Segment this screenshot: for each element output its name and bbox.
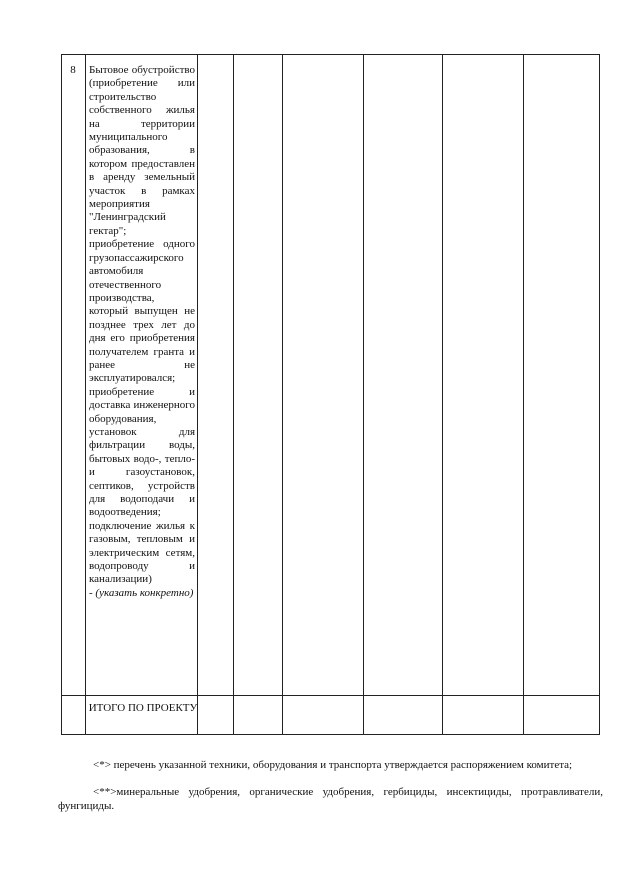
column-divider xyxy=(442,55,443,734)
description-paragraph: приобретение и доставка инженерного оборудования, установок для фильтрации воды, бытовых водо-, тепло- и газоустановок, септиков, устройств для водоподачи и водоотведения; xyxy=(89,385,195,519)
column-divider xyxy=(197,55,198,734)
column-divider xyxy=(233,55,234,734)
total-row-label: ИТОГО ПО ПРОЕКТУ xyxy=(88,702,198,714)
footnote-2: <**>минеральные удобрения, органические удобрения, гербициды, инсектициды, протравливатели, фунгициды. xyxy=(58,786,603,812)
row-description xyxy=(89,64,195,600)
description-tail: - (указать конкретно) xyxy=(89,586,194,599)
column-divider xyxy=(523,55,524,734)
description-paragraph: Бытовое обустройство (приобретение или строительство собственного жилья на территории муниципального образования, в котором предоставлен в аренду земельный участок в рамках мероприятия "Ленинградский гектар"; xyxy=(89,64,195,237)
description-paragraph: приобретение одного грузопассажирского автомобиля отечественного производства, который выпущен не позднее трех лет до дня его приобретения получателем гранта и ранее не эксплуатировался; xyxy=(89,238,195,385)
column-divider xyxy=(85,55,86,734)
column-divider xyxy=(363,55,364,734)
footnote-1: <*> перечень указанной техники, оборудования и транспорта утверждается распоряжением комитета; xyxy=(93,759,573,771)
description-paragraph: подключение жилья к газовым, тепловым и электрическим сетям, водопроводу и канализации) xyxy=(89,519,195,586)
row-divider xyxy=(62,695,599,696)
column-divider xyxy=(282,55,283,734)
row-number: 8 xyxy=(70,64,76,76)
grant-cost-table xyxy=(61,54,600,735)
